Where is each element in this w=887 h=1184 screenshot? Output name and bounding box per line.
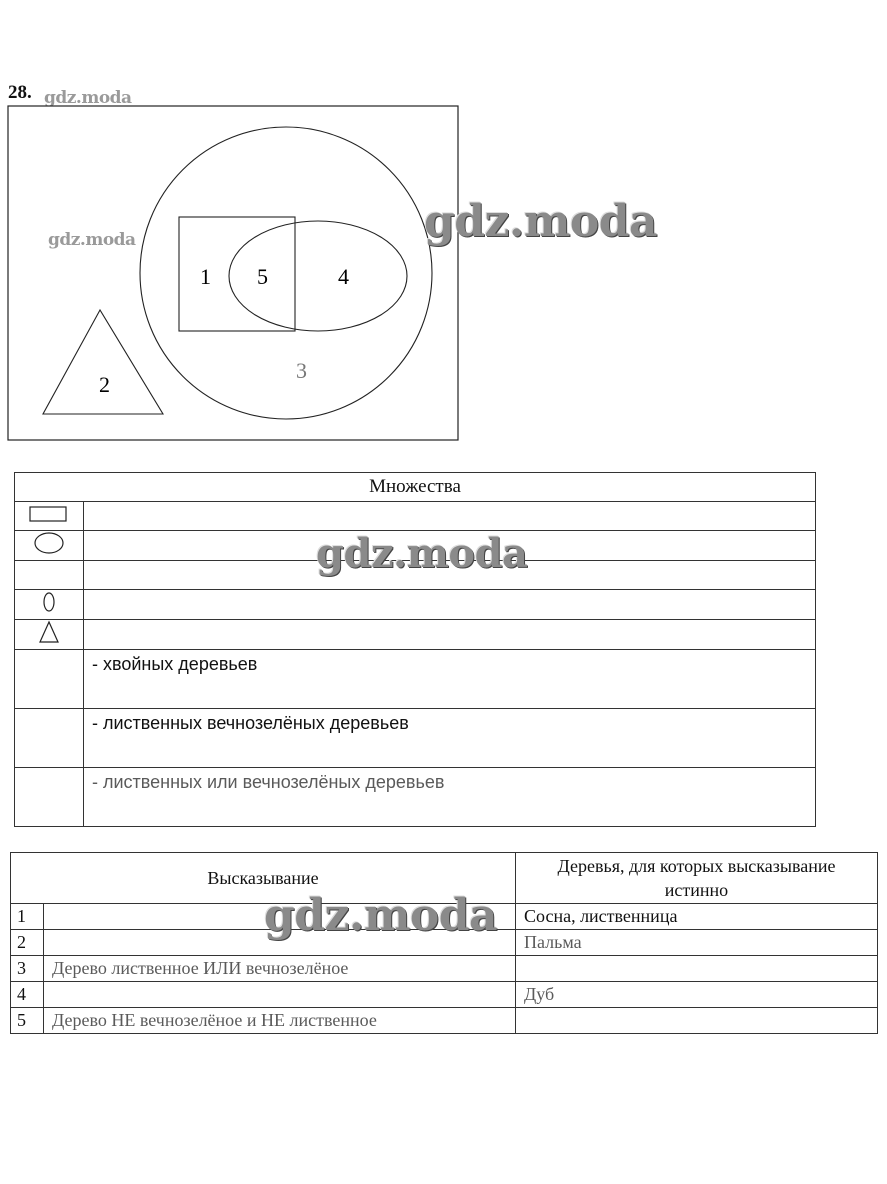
region-label-5: 5 bbox=[257, 264, 268, 289]
trees-cell bbox=[516, 1008, 878, 1034]
table-row bbox=[11, 956, 878, 982]
set-description bbox=[84, 620, 816, 650]
universe-frame bbox=[8, 106, 458, 440]
set-description: - лиственных или вечнозелёных деревьев bbox=[84, 768, 816, 827]
table-row bbox=[15, 590, 816, 620]
set-description bbox=[84, 502, 816, 531]
table-row bbox=[15, 709, 816, 768]
euler-diagram bbox=[0, 100, 470, 445]
table-row bbox=[15, 768, 816, 827]
big-circle bbox=[140, 127, 432, 419]
sets-table-title: Множества bbox=[15, 473, 816, 502]
header-statement: Высказывание bbox=[11, 853, 516, 904]
trees-cell: Сосна, лиственница bbox=[516, 904, 878, 930]
sets-table bbox=[14, 472, 816, 827]
set-description: - лиственных вечнозелёных деревьев bbox=[84, 709, 816, 768]
region-label-4: 4 bbox=[338, 264, 349, 289]
region-label-2: 2 bbox=[99, 372, 110, 397]
ellipse-set bbox=[229, 221, 407, 331]
square-set bbox=[179, 217, 295, 331]
task-number: 28. bbox=[8, 82, 32, 103]
table-row bbox=[15, 650, 816, 709]
row-number: 4 bbox=[11, 982, 44, 1008]
trees-cell: Пальма bbox=[516, 930, 878, 956]
table-row bbox=[11, 1008, 878, 1034]
row-number: 1 bbox=[11, 904, 44, 930]
statement-cell: Дерево лиственное ИЛИ вечнозелёное bbox=[44, 956, 516, 982]
row-number: 5 bbox=[11, 1008, 44, 1034]
set-description bbox=[84, 590, 816, 620]
table-row bbox=[11, 982, 878, 1008]
triangle-icon bbox=[15, 620, 84, 650]
table-row bbox=[15, 502, 816, 531]
trees-cell bbox=[516, 956, 878, 982]
header-trees: Деревья, для которых высказывание истинно bbox=[516, 853, 878, 904]
trees-cell: Дуб bbox=[516, 982, 878, 1008]
region-label-3: 3 bbox=[296, 358, 307, 383]
watermark: gdz.moda bbox=[264, 890, 498, 941]
watermark: gdz.moda bbox=[48, 230, 136, 250]
circle-icon bbox=[15, 531, 84, 561]
statement-cell bbox=[44, 982, 516, 1008]
region-label-1: 1 bbox=[200, 264, 211, 289]
watermark: gdz.moda bbox=[424, 196, 658, 247]
table-row bbox=[15, 620, 816, 650]
ellipse-icon bbox=[15, 590, 84, 620]
row-number: 3 bbox=[11, 956, 44, 982]
triangle-set bbox=[43, 310, 163, 414]
row-number: 2 bbox=[11, 930, 44, 956]
rectangle-icon bbox=[15, 502, 84, 531]
statement-cell: Дерево НЕ вечнозелёное и НЕ лиственное bbox=[44, 1008, 516, 1034]
watermark: gdz.moda bbox=[316, 530, 528, 577]
statements-table bbox=[10, 852, 878, 1034]
watermark: gdz.moda bbox=[44, 88, 132, 108]
set-description: - хвойных деревьев bbox=[84, 650, 816, 709]
